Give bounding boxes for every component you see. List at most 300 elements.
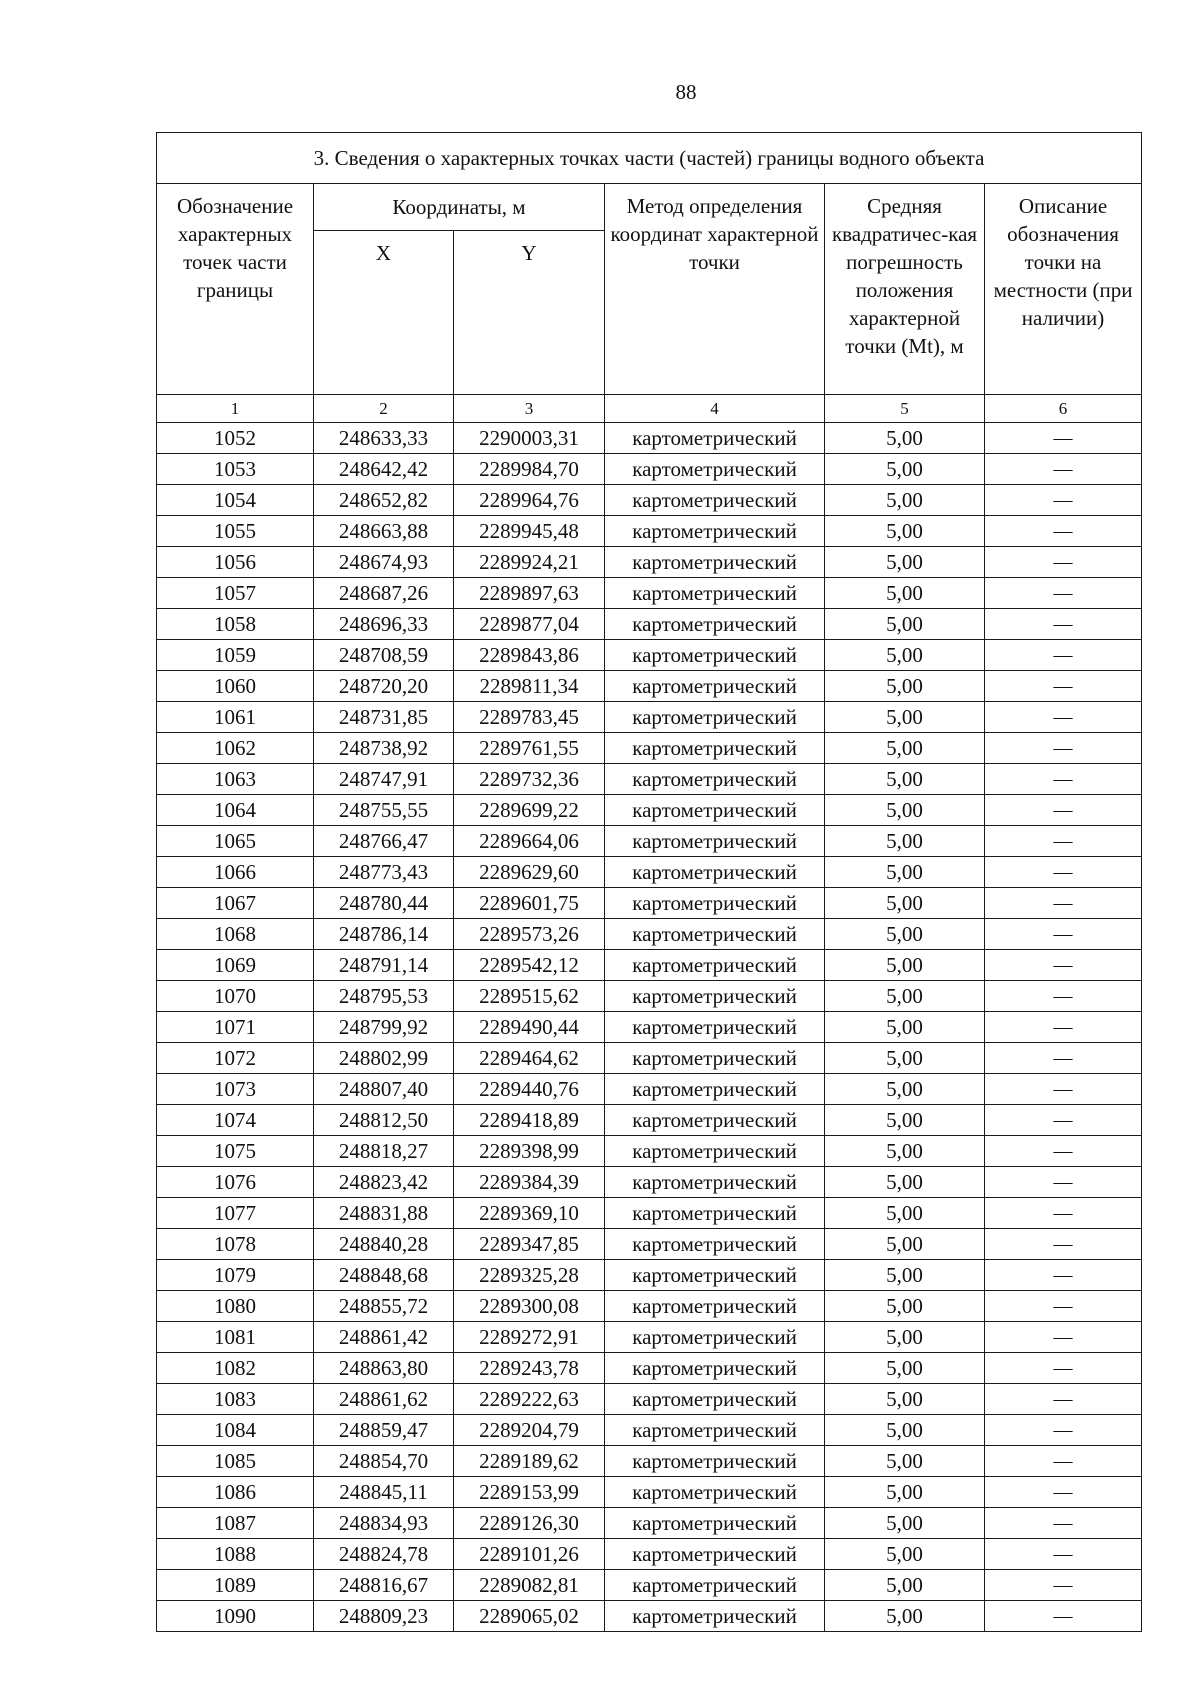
cell-x-coordinate: 248834,93 <box>314 1508 454 1539</box>
cell-y-coordinate: 2289464,62 <box>454 1043 605 1074</box>
cell-method: картометрический <box>605 1446 825 1477</box>
cell-point-number: 1074 <box>157 1105 314 1136</box>
dash-mark: — <box>1053 1544 1073 1565</box>
dash-mark: — <box>1053 1606 1073 1627</box>
dash-mark: — <box>1053 924 1073 945</box>
table-row <box>157 1012 1142 1043</box>
table-row <box>157 1446 1142 1477</box>
cell-method: картометрический <box>605 950 825 981</box>
cell-method: картометрический <box>605 981 825 1012</box>
cell-x-coordinate: 248663,88 <box>314 516 454 547</box>
dash-mark: — <box>1053 459 1073 480</box>
cell-method: картометрический <box>605 1105 825 1136</box>
cell-point-number: 1075 <box>157 1136 314 1167</box>
cell-mean-square-error: 5,00 <box>825 1539 985 1570</box>
cell-x-coordinate: 248861,62 <box>314 1384 454 1415</box>
cell-x-coordinate: 248855,72 <box>314 1291 454 1322</box>
header-coordinates: Координаты, м <box>314 184 605 231</box>
cell-method: картометрический <box>605 1012 825 1043</box>
cell-y-coordinate: 2289272,91 <box>454 1322 605 1353</box>
dash-mark: — <box>1053 800 1073 821</box>
table-row <box>157 888 1142 919</box>
cell-point-number: 1066 <box>157 857 314 888</box>
cell-method: картометрический <box>605 1260 825 1291</box>
cell-x-coordinate: 248823,42 <box>314 1167 454 1198</box>
cell-description <box>985 1198 1142 1229</box>
cell-mean-square-error: 5,00 <box>825 454 985 485</box>
dash-mark: — <box>1053 862 1073 883</box>
cell-description <box>985 640 1142 671</box>
cell-y-coordinate: 2289629,60 <box>454 857 605 888</box>
dash-mark: — <box>1053 769 1073 790</box>
cell-point-number: 1081 <box>157 1322 314 1353</box>
column-number: 2 <box>314 395 454 423</box>
cell-method: картометрический <box>605 454 825 485</box>
cell-method: картометрический <box>605 1384 825 1415</box>
table-row <box>157 1322 1142 1353</box>
cell-mean-square-error: 5,00 <box>825 1353 985 1384</box>
dash-mark: — <box>1053 893 1073 914</box>
cell-method: картометрический <box>605 888 825 919</box>
table-row <box>157 1477 1142 1508</box>
cell-mean-square-error: 5,00 <box>825 1322 985 1353</box>
cell-point-number: 1089 <box>157 1570 314 1601</box>
cell-x-coordinate: 248766,47 <box>314 826 454 857</box>
column-number: 6 <box>985 395 1142 423</box>
table-row <box>157 516 1142 547</box>
cell-description <box>985 1074 1142 1105</box>
cell-x-coordinate: 248848,68 <box>314 1260 454 1291</box>
cell-x-coordinate: 248859,47 <box>314 1415 454 1446</box>
cell-x-coordinate: 248738,92 <box>314 733 454 764</box>
cell-mean-square-error: 5,00 <box>825 1012 985 1043</box>
cell-method: картометрический <box>605 1570 825 1601</box>
cell-description <box>985 1353 1142 1384</box>
cell-point-number: 1078 <box>157 1229 314 1260</box>
table-row <box>157 1074 1142 1105</box>
cell-description <box>985 1508 1142 1539</box>
cell-description <box>985 1415 1142 1446</box>
cell-mean-square-error: 5,00 <box>825 516 985 547</box>
cell-method: картометрический <box>605 1322 825 1353</box>
cell-method: картометрический <box>605 1508 825 1539</box>
table-row <box>157 981 1142 1012</box>
cell-description <box>985 733 1142 764</box>
cell-description <box>985 609 1142 640</box>
table-row <box>157 1167 1142 1198</box>
cell-description <box>985 1601 1142 1632</box>
cell-y-coordinate: 2289897,63 <box>454 578 605 609</box>
dash-mark: — <box>1053 1296 1073 1317</box>
table-row <box>157 547 1142 578</box>
cell-point-number: 1077 <box>157 1198 314 1229</box>
cell-method: картометрический <box>605 1167 825 1198</box>
dash-mark: — <box>1053 1017 1073 1038</box>
table-row <box>157 702 1142 733</box>
cell-mean-square-error: 5,00 <box>825 640 985 671</box>
table-row <box>157 423 1142 454</box>
cell-description <box>985 826 1142 857</box>
cell-mean-square-error: 5,00 <box>825 609 985 640</box>
cell-y-coordinate: 2289065,02 <box>454 1601 605 1632</box>
cell-y-coordinate: 2289664,06 <box>454 826 605 857</box>
cell-mean-square-error: 5,00 <box>825 1229 985 1260</box>
cell-point-number: 1069 <box>157 950 314 981</box>
cell-y-coordinate: 2289243,78 <box>454 1353 605 1384</box>
dash-mark: — <box>1053 583 1073 604</box>
dash-mark: — <box>1053 521 1073 542</box>
dash-mark: — <box>1053 738 1073 759</box>
cell-description <box>985 671 1142 702</box>
table-row <box>157 1291 1142 1322</box>
cell-x-coordinate: 248812,50 <box>314 1105 454 1136</box>
table-row <box>157 950 1142 981</box>
cell-y-coordinate: 2289515,62 <box>454 981 605 1012</box>
cell-x-coordinate: 248755,55 <box>314 795 454 826</box>
cell-point-number: 1054 <box>157 485 314 516</box>
table-row <box>157 1043 1142 1074</box>
cell-mean-square-error: 5,00 <box>825 888 985 919</box>
cell-description <box>985 578 1142 609</box>
cell-x-coordinate: 248791,14 <box>314 950 454 981</box>
cell-description <box>985 981 1142 1012</box>
cell-y-coordinate: 2289369,10 <box>454 1198 605 1229</box>
cell-mean-square-error: 5,00 <box>825 702 985 733</box>
dash-mark: — <box>1053 1358 1073 1379</box>
table-row <box>157 454 1142 485</box>
header-description: Описание обозначения точки на местности (при наличии) <box>985 184 1142 395</box>
cell-point-number: 1068 <box>157 919 314 950</box>
dash-mark: — <box>1053 955 1073 976</box>
cell-point-number: 1058 <box>157 609 314 640</box>
cell-description <box>985 485 1142 516</box>
cell-x-coordinate: 248854,70 <box>314 1446 454 1477</box>
cell-method: картометрический <box>605 1043 825 1074</box>
cell-method: картометрический <box>605 857 825 888</box>
cell-x-coordinate: 248845,11 <box>314 1477 454 1508</box>
dash-mark: — <box>1053 490 1073 511</box>
cell-description <box>985 1012 1142 1043</box>
cell-y-coordinate: 2289924,21 <box>454 547 605 578</box>
cell-x-coordinate: 248720,20 <box>314 671 454 702</box>
dash-mark: — <box>1053 1079 1073 1100</box>
table-row <box>157 1260 1142 1291</box>
table-row <box>157 1198 1142 1229</box>
cell-mean-square-error: 5,00 <box>825 1570 985 1601</box>
dash-mark: — <box>1053 1234 1073 1255</box>
cell-point-number: 1087 <box>157 1508 314 1539</box>
cell-x-coordinate: 248687,26 <box>314 578 454 609</box>
cell-point-number: 1079 <box>157 1260 314 1291</box>
table-row <box>157 919 1142 950</box>
column-number: 1 <box>157 395 314 423</box>
cell-method: картометрический <box>605 485 825 516</box>
dash-mark: — <box>1053 428 1073 449</box>
cell-point-number: 1073 <box>157 1074 314 1105</box>
cell-description <box>985 1260 1142 1291</box>
dash-mark: — <box>1053 1110 1073 1131</box>
dash-mark: — <box>1053 1172 1073 1193</box>
table-row <box>157 485 1142 516</box>
cell-mean-square-error: 5,00 <box>825 1415 985 1446</box>
cell-y-coordinate: 2289783,45 <box>454 702 605 733</box>
cell-method: картометрический <box>605 702 825 733</box>
cell-point-number: 1059 <box>157 640 314 671</box>
cell-point-number: 1070 <box>157 981 314 1012</box>
column-number: 3 <box>454 395 605 423</box>
table-row <box>157 640 1142 671</box>
cell-point-number: 1083 <box>157 1384 314 1415</box>
cell-description <box>985 516 1142 547</box>
table-row <box>157 578 1142 609</box>
cell-mean-square-error: 5,00 <box>825 1291 985 1322</box>
cell-description <box>985 547 1142 578</box>
dash-mark: — <box>1053 645 1073 666</box>
cell-mean-square-error: 5,00 <box>825 950 985 981</box>
cell-description <box>985 702 1142 733</box>
dash-mark: — <box>1053 1203 1073 1224</box>
cell-method: картометрический <box>605 919 825 950</box>
cell-mean-square-error: 5,00 <box>825 826 985 857</box>
cell-mean-square-error: 5,00 <box>825 981 985 1012</box>
dash-mark: — <box>1053 707 1073 728</box>
cell-method: картометрический <box>605 1415 825 1446</box>
cell-method: картометрический <box>605 826 825 857</box>
table-caption-row <box>157 133 1142 184</box>
cell-x-coordinate: 248708,59 <box>314 640 454 671</box>
cell-y-coordinate: 2289300,08 <box>454 1291 605 1322</box>
cell-mean-square-error: 5,00 <box>825 1074 985 1105</box>
cell-y-coordinate: 2289384,39 <box>454 1167 605 1198</box>
cell-method: картометрический <box>605 1477 825 1508</box>
cell-point-number: 1086 <box>157 1477 314 1508</box>
cell-x-coordinate: 248818,27 <box>314 1136 454 1167</box>
cell-mean-square-error: 5,00 <box>825 1446 985 1477</box>
cell-point-number: 1065 <box>157 826 314 857</box>
cell-description <box>985 888 1142 919</box>
cell-mean-square-error: 5,00 <box>825 1601 985 1632</box>
cell-point-number: 1072 <box>157 1043 314 1074</box>
cell-mean-square-error: 5,00 <box>825 1167 985 1198</box>
boundary-points-table <box>156 132 1142 1632</box>
cell-point-number: 1082 <box>157 1353 314 1384</box>
cell-x-coordinate: 248861,42 <box>314 1322 454 1353</box>
table-row <box>157 1353 1142 1384</box>
cell-method: картометрический <box>605 764 825 795</box>
cell-y-coordinate: 2289347,85 <box>454 1229 605 1260</box>
cell-method: картометрический <box>605 1074 825 1105</box>
dash-mark: — <box>1053 831 1073 852</box>
cell-x-coordinate: 248696,33 <box>314 609 454 640</box>
table-row <box>157 609 1142 640</box>
cell-method: картометрический <box>605 733 825 764</box>
cell-x-coordinate: 248773,43 <box>314 857 454 888</box>
cell-x-coordinate: 248802,99 <box>314 1043 454 1074</box>
cell-x-coordinate: 248831,88 <box>314 1198 454 1229</box>
dash-mark: — <box>1053 1513 1073 1534</box>
header-y: Y <box>454 231 605 395</box>
cell-point-number: 1052 <box>157 423 314 454</box>
cell-method: картометрический <box>605 1136 825 1167</box>
cell-y-coordinate: 2289542,12 <box>454 950 605 981</box>
cell-mean-square-error: 5,00 <box>825 733 985 764</box>
table-row <box>157 1570 1142 1601</box>
table-row <box>157 1508 1142 1539</box>
dash-mark: — <box>1053 552 1073 573</box>
table-row <box>157 1415 1142 1446</box>
dash-mark: — <box>1053 1575 1073 1596</box>
dash-mark: — <box>1053 1048 1073 1069</box>
cell-y-coordinate: 2289325,28 <box>454 1260 605 1291</box>
cell-mean-square-error: 5,00 <box>825 578 985 609</box>
cell-description <box>985 1570 1142 1601</box>
cell-y-coordinate: 2289573,26 <box>454 919 605 950</box>
cell-point-number: 1055 <box>157 516 314 547</box>
dash-mark: — <box>1053 1451 1073 1472</box>
column-number-row <box>157 395 1142 423</box>
cell-method: картометрический <box>605 671 825 702</box>
cell-description <box>985 1446 1142 1477</box>
cell-mean-square-error: 5,00 <box>825 485 985 516</box>
table-row <box>157 671 1142 702</box>
cell-point-number: 1064 <box>157 795 314 826</box>
cell-point-number: 1061 <box>157 702 314 733</box>
cell-x-coordinate: 248652,82 <box>314 485 454 516</box>
cell-y-coordinate: 2289945,48 <box>454 516 605 547</box>
cell-mean-square-error: 5,00 <box>825 547 985 578</box>
cell-method: картометрический <box>605 640 825 671</box>
header-method: Метод определения координат характерной точки <box>605 184 825 395</box>
cell-description <box>985 1539 1142 1570</box>
cell-method: картометрический <box>605 1229 825 1260</box>
cell-y-coordinate: 2290003,31 <box>454 423 605 454</box>
cell-point-number: 1071 <box>157 1012 314 1043</box>
cell-mean-square-error: 5,00 <box>825 1136 985 1167</box>
cell-y-coordinate: 2289761,55 <box>454 733 605 764</box>
cell-point-number: 1063 <box>157 764 314 795</box>
cell-y-coordinate: 2289811,34 <box>454 671 605 702</box>
cell-y-coordinate: 2289843,86 <box>454 640 605 671</box>
cell-point-number: 1088 <box>157 1539 314 1570</box>
cell-description <box>985 857 1142 888</box>
cell-y-coordinate: 2289101,26 <box>454 1539 605 1570</box>
cell-method: картометрический <box>605 1539 825 1570</box>
cell-mean-square-error: 5,00 <box>825 857 985 888</box>
table-row <box>157 1105 1142 1136</box>
cell-description <box>985 1043 1142 1074</box>
cell-y-coordinate: 2289490,44 <box>454 1012 605 1043</box>
cell-point-number: 1060 <box>157 671 314 702</box>
cell-y-coordinate: 2289153,99 <box>454 1477 605 1508</box>
cell-y-coordinate: 2289126,30 <box>454 1508 605 1539</box>
table-row <box>157 857 1142 888</box>
cell-method: картометрический <box>605 423 825 454</box>
dash-mark: — <box>1053 1482 1073 1503</box>
cell-x-coordinate: 248780,44 <box>314 888 454 919</box>
dash-mark: — <box>1053 1141 1073 1162</box>
cell-description <box>985 950 1142 981</box>
page-number: 88 <box>675 80 697 104</box>
cell-x-coordinate: 248809,23 <box>314 1601 454 1632</box>
cell-x-coordinate: 248674,93 <box>314 547 454 578</box>
cell-point-number: 1076 <box>157 1167 314 1198</box>
cell-x-coordinate: 248840,28 <box>314 1229 454 1260</box>
cell-description <box>985 1229 1142 1260</box>
dash-mark: — <box>1053 1389 1073 1410</box>
cell-point-number: 1057 <box>157 578 314 609</box>
cell-y-coordinate: 2289699,22 <box>454 795 605 826</box>
cell-x-coordinate: 248807,40 <box>314 1074 454 1105</box>
cell-method: картометрический <box>605 1601 825 1632</box>
cell-mean-square-error: 5,00 <box>825 795 985 826</box>
cell-method: картометрический <box>605 1291 825 1322</box>
cell-point-number: 1090 <box>157 1601 314 1632</box>
cell-description <box>985 919 1142 950</box>
cell-x-coordinate: 248863,80 <box>314 1353 454 1384</box>
table-row <box>157 1601 1142 1632</box>
cell-description <box>985 1136 1142 1167</box>
header-point-designation: Обозначение характерных точек части границы <box>157 184 314 395</box>
table-body <box>157 423 1142 1632</box>
header-mean-square-error: Средняя квадратичес-кая погрешность положения характерной точки (Mt), м <box>825 184 985 395</box>
dash-mark: — <box>1053 1265 1073 1286</box>
cell-y-coordinate: 2289732,36 <box>454 764 605 795</box>
table-row <box>157 1539 1142 1570</box>
table-row <box>157 826 1142 857</box>
cell-description <box>985 1477 1142 1508</box>
column-number: 5 <box>825 395 985 423</box>
cell-description <box>985 1105 1142 1136</box>
column-number: 4 <box>605 395 825 423</box>
cell-y-coordinate: 2289222,63 <box>454 1384 605 1415</box>
cell-y-coordinate: 2289418,89 <box>454 1105 605 1136</box>
dash-mark: — <box>1053 1420 1073 1441</box>
cell-y-coordinate: 2289204,79 <box>454 1415 605 1446</box>
cell-y-coordinate: 2289877,04 <box>454 609 605 640</box>
cell-mean-square-error: 5,00 <box>825 671 985 702</box>
cell-x-coordinate: 248747,91 <box>314 764 454 795</box>
cell-x-coordinate: 248795,53 <box>314 981 454 1012</box>
cell-y-coordinate: 2289189,62 <box>454 1446 605 1477</box>
cell-mean-square-error: 5,00 <box>825 423 985 454</box>
cell-y-coordinate: 2289398,99 <box>454 1136 605 1167</box>
cell-description <box>985 1291 1142 1322</box>
dash-mark: — <box>1053 614 1073 635</box>
cell-x-coordinate: 248731,85 <box>314 702 454 733</box>
cell-description <box>985 1167 1142 1198</box>
cell-method: картометрический <box>605 1198 825 1229</box>
cell-x-coordinate: 248786,14 <box>314 919 454 950</box>
cell-description <box>985 1322 1142 1353</box>
table-row <box>157 764 1142 795</box>
dash-mark: — <box>1053 676 1073 697</box>
cell-y-coordinate: 2289082,81 <box>454 1570 605 1601</box>
cell-method: картометрический <box>605 609 825 640</box>
cell-mean-square-error: 5,00 <box>825 764 985 795</box>
cell-mean-square-error: 5,00 <box>825 919 985 950</box>
cell-mean-square-error: 5,00 <box>825 1105 985 1136</box>
cell-mean-square-error: 5,00 <box>825 1384 985 1415</box>
cell-y-coordinate: 2289601,75 <box>454 888 605 919</box>
table-row <box>157 1384 1142 1415</box>
table-row <box>157 795 1142 826</box>
dash-mark: — <box>1053 986 1073 1007</box>
cell-x-coordinate: 248642,42 <box>314 454 454 485</box>
cell-method: картометрический <box>605 516 825 547</box>
cell-method: картометрический <box>605 578 825 609</box>
cell-description <box>985 423 1142 454</box>
cell-description <box>985 795 1142 826</box>
